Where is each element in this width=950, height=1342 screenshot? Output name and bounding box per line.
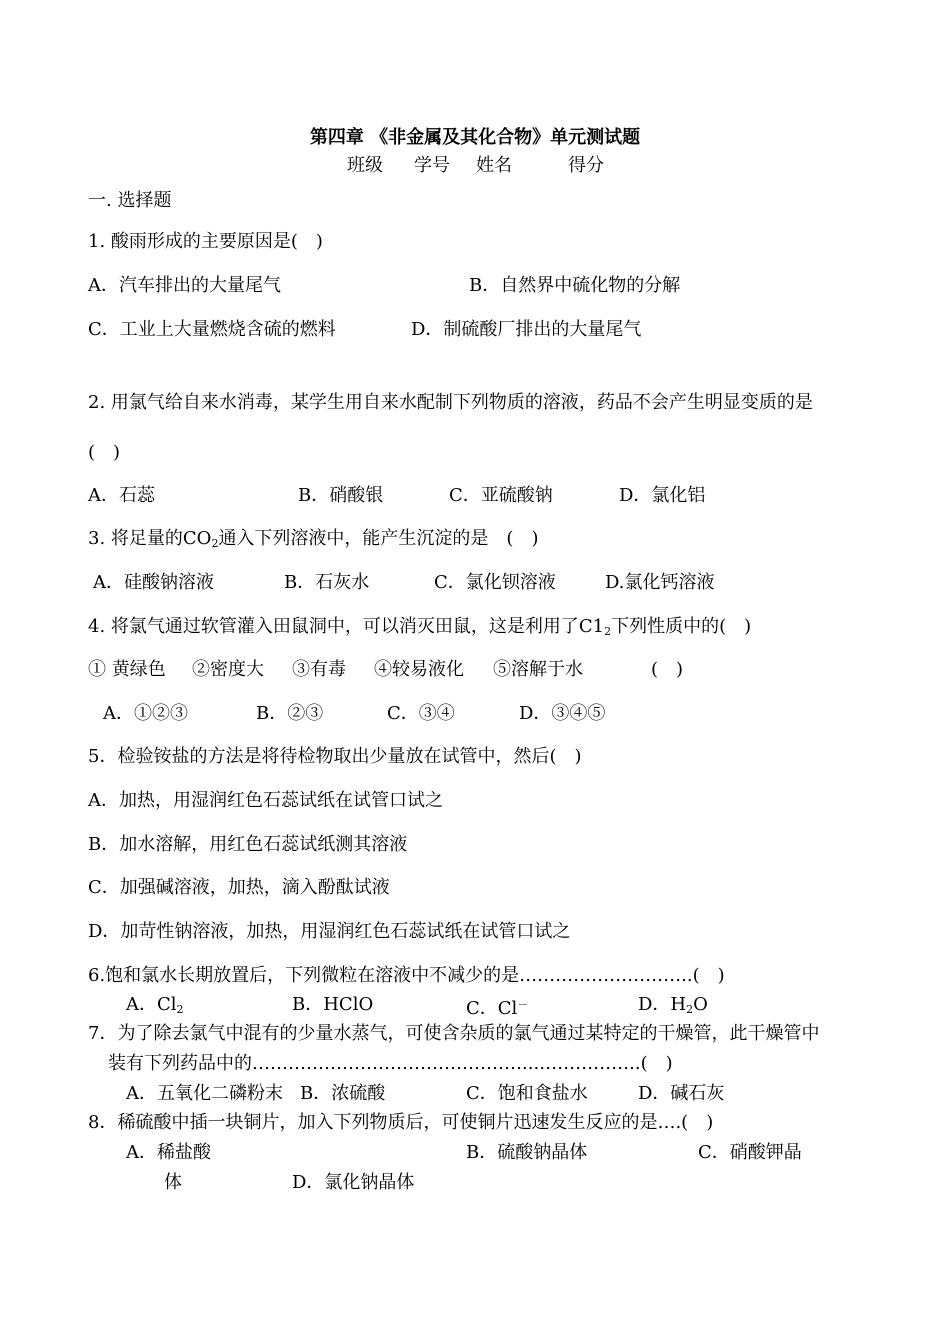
- question-7-stem-line-2: 装有下列药品中的………………………………………...……………..( ): [108, 1053, 673, 1074]
- q1-option-b: B．自然界中硫化物的分解: [469, 275, 681, 296]
- q6-option-b: B．HClO: [292, 994, 374, 1015]
- question-2-answer-paren: ( ): [88, 442, 121, 463]
- q2-option-b: B．硝酸银: [298, 485, 384, 506]
- q4-option-a: A．①②③: [103, 703, 188, 724]
- q7-option-d: D．碱石灰: [638, 1083, 725, 1104]
- question-1-stem: 1. 酸雨形成的主要原因是( ): [88, 231, 323, 252]
- q3-option-d: D.氯化钙溶液: [605, 572, 715, 593]
- question-8-stem: 8．稀硫酸中插一块铜片，加入下列物质后，可使铜片迅速发生反应的是….( ): [88, 1112, 714, 1133]
- header-class: 班级: [347, 155, 383, 176]
- q5-option-b: B．加水溶解，用红色石蕊试纸测其溶液: [88, 834, 408, 855]
- q4-property-5: ⑤溶解于水: [493, 659, 583, 680]
- q4-option-d: D．③④⑤: [519, 703, 606, 724]
- q3-option-b: B．石灰水: [284, 572, 370, 593]
- section-heading: 一. 选择题: [88, 190, 172, 211]
- q5-option-d: D．加苛性钠溶液，加热，用湿润红色石蕊试纸在试管口试之: [88, 921, 571, 942]
- question-4-stem: 4. 将氯气通过软管灌入田鼠洞中，可以消灭田鼠，这是利用了$C1_2$下列性质中的( ): [88, 616, 752, 638]
- question-7-stem-line-1: 7．为了除去氯气中混有的少量水蒸气，可使含杂质的氯气通过某特定的干燥管，此干燥管中: [88, 1023, 820, 1044]
- q2-option-c: C．亚硫酸钠: [449, 485, 553, 506]
- q2-option-a: A．石蕊: [88, 485, 155, 506]
- q8-option-d: D．氯化钠晶体: [292, 1172, 415, 1193]
- q6-option-c: C．Cl－: [466, 998, 529, 1019]
- q2-option-d: D．氯化铝: [619, 485, 706, 506]
- header-student-id: 学号: [414, 155, 450, 176]
- q7-option-b: B．浓硫酸: [300, 1083, 386, 1104]
- q6-option-a: A．$Cl_2$: [126, 994, 184, 1016]
- header-name: 姓名: [476, 155, 512, 176]
- q5-option-c: C．加强碱溶液，加热，滴入酚酞试液: [88, 877, 390, 898]
- q4-option-c: C．③④: [387, 703, 455, 724]
- q5-option-a: A．加热，用湿润红色石蕊试纸在试管口试之: [88, 790, 443, 811]
- page-title: 第四章 《非金属及其化合物》单元测试题: [309, 127, 641, 148]
- q4-property-1: ① 黄绿色: [88, 659, 166, 680]
- question-6-stem: 6.饱和氯水长期放置后，下列微粒在溶液中不减少的是………………………..( ): [88, 965, 725, 986]
- q8-option-c-continued: 体: [164, 1172, 182, 1193]
- q4-property-2: ②密度大: [192, 659, 264, 680]
- question-3-stem: 3. 将足量的$CO_2$通入下列溶液中，能产生沉淀的是 ( ): [88, 528, 539, 550]
- q8-option-c: C．硝酸钾晶: [698, 1142, 802, 1163]
- question-5-stem: 5．检验铵盐的方法是将待检物取出少量放在试管中，然后( ): [88, 746, 582, 767]
- q1-option-c: C．工业上大量燃烧含硫的燃料: [88, 319, 336, 340]
- q1-option-a: A．汽车排出的大量尾气: [88, 275, 281, 296]
- q7-option-a: A．五氧化二磷粉末: [126, 1083, 283, 1104]
- q1-option-d: D．制硫酸厂排出的大量尾气: [411, 319, 642, 340]
- q4-option-b: B．②③: [256, 703, 324, 724]
- q4-answer-paren: ( ): [651, 659, 684, 680]
- q7-option-c: C．饱和食盐水: [466, 1083, 588, 1104]
- q6-option-d: D．$H_2O$: [638, 994, 708, 1016]
- q3-option-a: A．硅酸钠溶液: [93, 572, 214, 593]
- q3-option-c: C．氯化钡溶液: [434, 572, 556, 593]
- q4-property-4: ④较易液化: [374, 659, 464, 680]
- question-2-stem: 2. 用氯气给自来水消毒，某学生用自来水配制下列物质的溶液，药品不会产生明显变质的是: [88, 392, 813, 413]
- q8-option-a: A．稀盐酸: [126, 1142, 211, 1163]
- q4-property-3: ③有毒: [292, 659, 346, 680]
- header-score: 得分: [568, 155, 604, 176]
- q8-option-b: B．硫酸钠晶体: [466, 1142, 588, 1163]
